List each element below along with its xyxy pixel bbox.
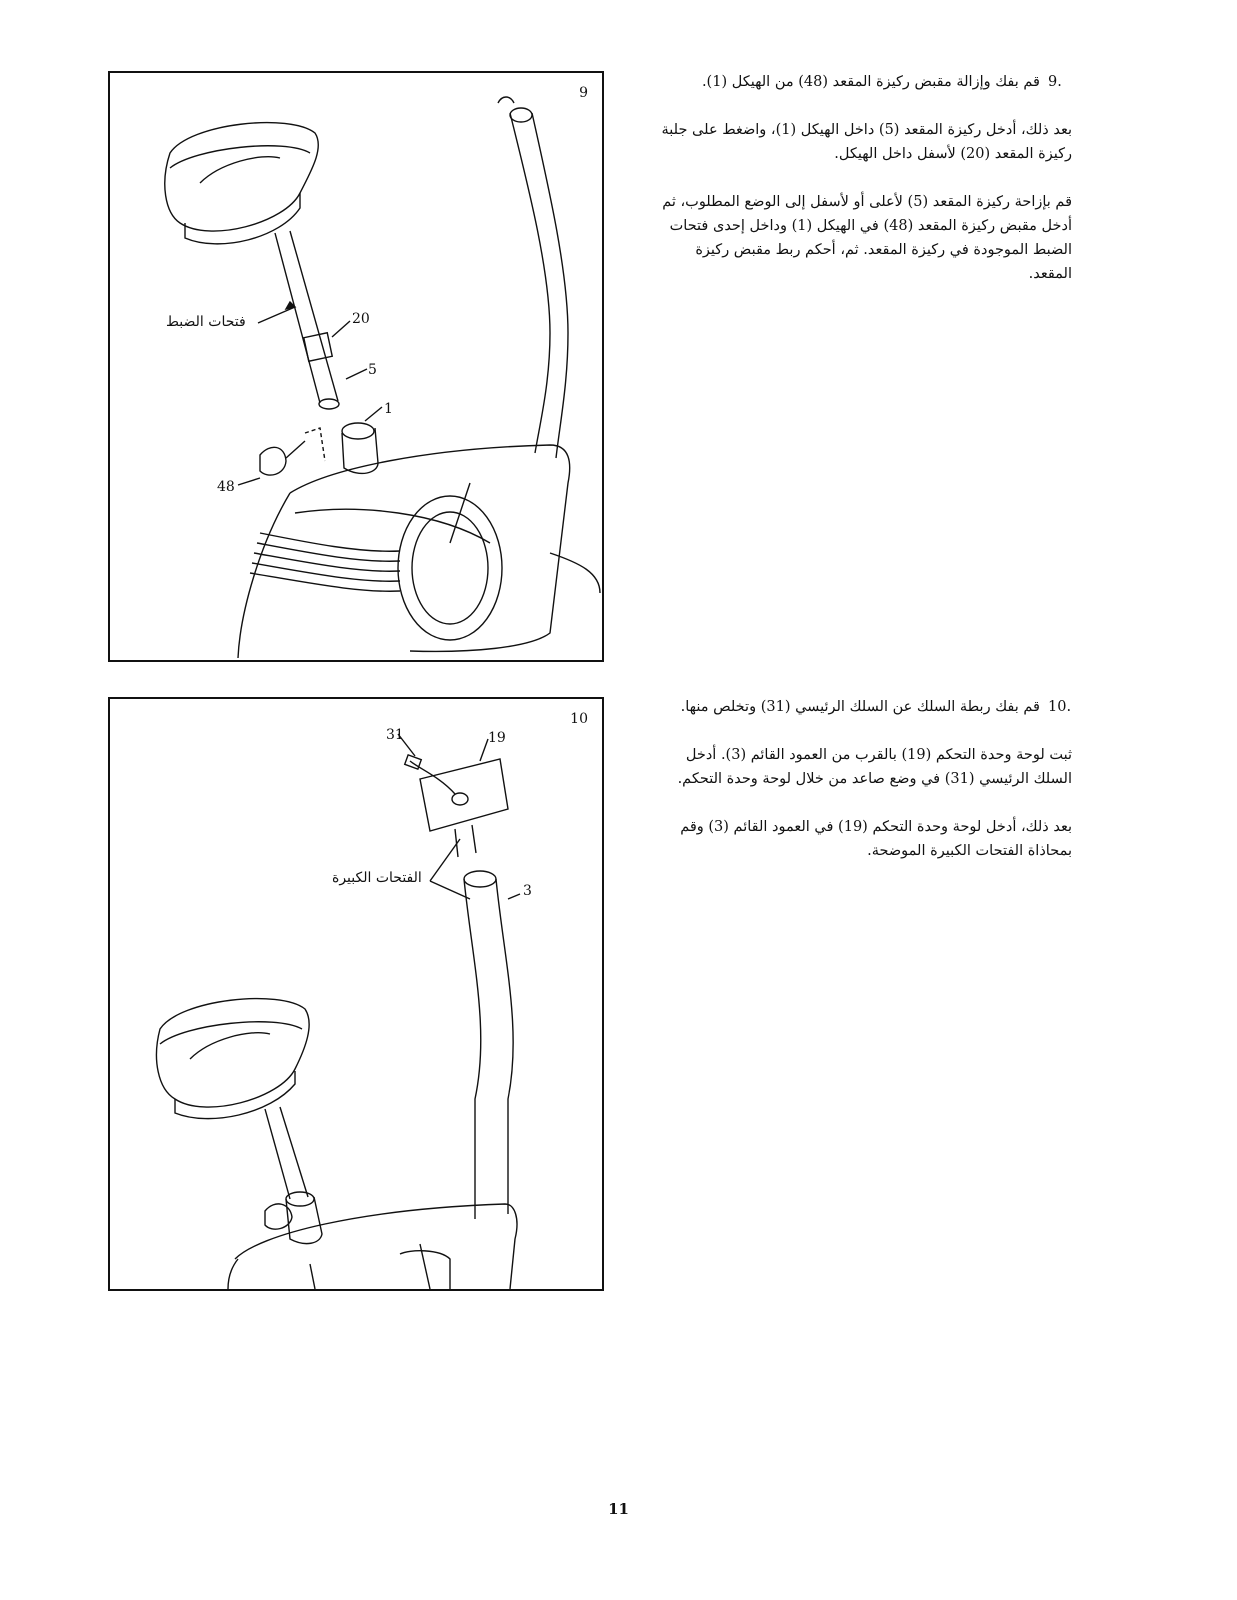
callout-large-holes: الفتحات الكبيرة	[332, 870, 422, 886]
callout-1: 1	[384, 401, 393, 417]
step-10-paragraph-2: ثبت لوحة وحدة التحكم (19) بالقرب من العمود القائم (3). أدخل السلك الرئيسي (31) في وضع صاعد من خلال لوحة وحدة التحكم.	[677, 747, 1072, 787]
step-10-instructions	[660, 695, 1072, 887]
callout-5: 5	[368, 362, 377, 378]
callout-48: 48	[217, 479, 235, 495]
step-number: 10.	[1048, 699, 1072, 715]
callout-31: 31	[386, 727, 404, 743]
figure-9-drawing	[110, 73, 602, 660]
step-10-first-line	[660, 695, 1072, 719]
figure-10-drawing	[110, 699, 602, 1289]
step-9-paragraph-3: قم بإزاحة ركيزة المقعد (5) لأعلى أو لأسفل إلى الوضع المطلوب، ثم أدخل مقبض ركيزة المقعد (48) في الهيكل (1) وداخل إحدى فتحات الضبط الموجودة في ركيزة المقعد. ثم، أحكم ربط مقبض ركيزة المقعد.	[662, 194, 1072, 282]
step-text: قم بفك ربطة السلك عن السلك الرئيسي (31) وتخلص منها.	[680, 699, 1040, 715]
callout-19: 19	[488, 730, 506, 746]
callout-3: 3	[523, 883, 532, 899]
figure-9	[108, 71, 604, 662]
step-10-paragraph-3: بعد ذلك، أدخل لوحة وحدة التحكم (19) في العمود القائم (3) وقم بمحاذاة الفتحات الكبيرة الموضحة.	[680, 819, 1072, 859]
step-number: 9.	[1048, 74, 1062, 90]
step-9-paragraph-2: بعد ذلك، أدخل ركيزة المقعد (5) داخل الهيكل (1)، واضغط على جلبة ركيزة المقعد (20) لأسفل داخل الهيكل.	[661, 122, 1072, 162]
callout-20: 20	[352, 311, 370, 327]
step-9-first-line	[660, 70, 1072, 94]
figure-10	[108, 697, 604, 1291]
figure-number: 9	[579, 85, 588, 101]
step-text: قم بفك وإزالة مقبض ركيزة المقعد (48) من الهيكل (1).	[701, 74, 1040, 90]
callout-adjustment-holes: فتحات الضبط	[166, 314, 246, 330]
step-9-instructions	[660, 70, 1072, 310]
page-number: 11	[608, 1500, 629, 1518]
figure-number: 10	[570, 711, 588, 727]
